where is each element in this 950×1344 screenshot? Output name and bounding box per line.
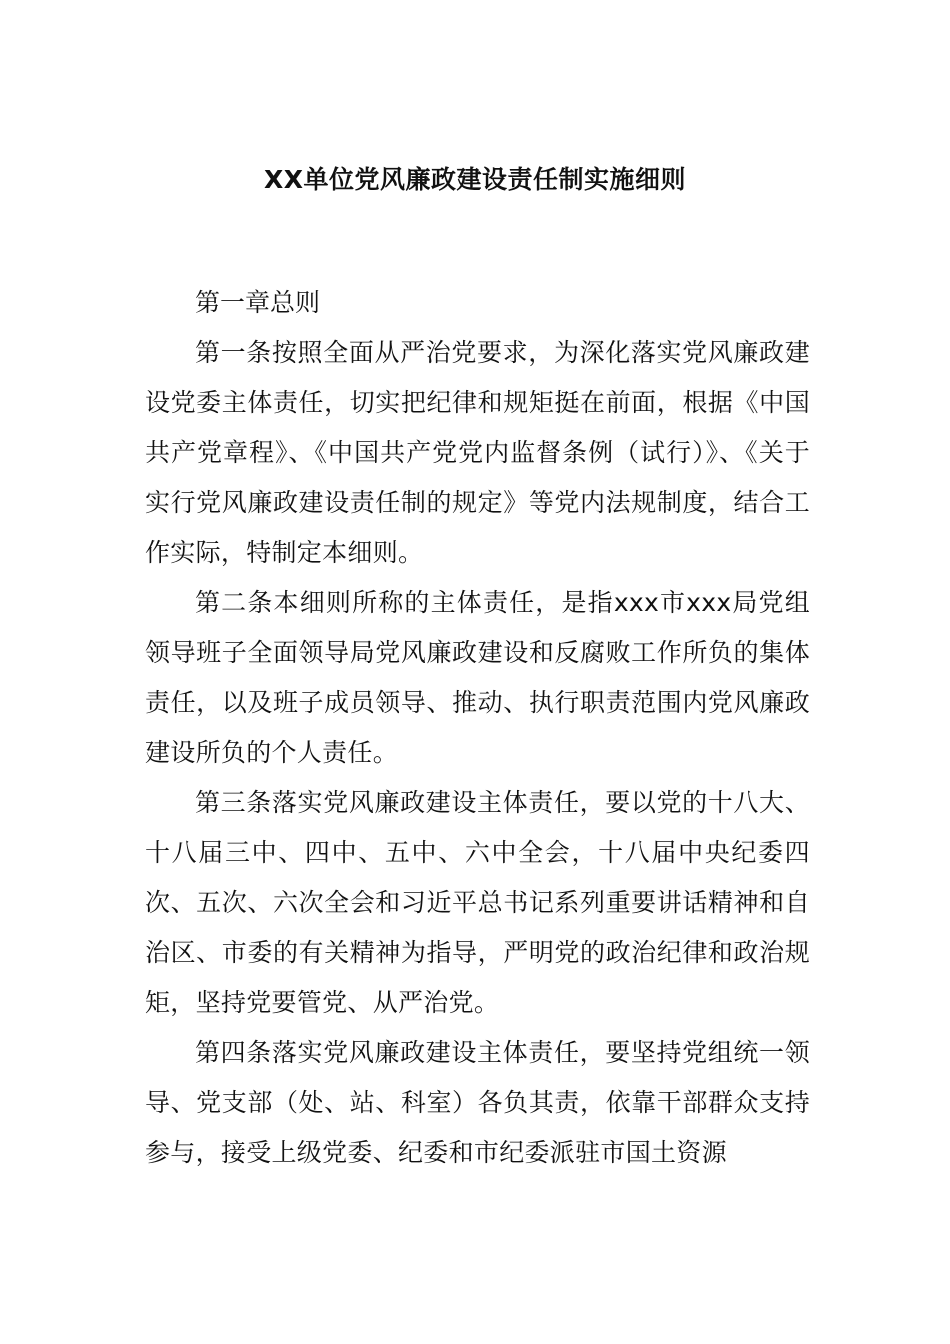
- article-4-paragraph: 第四条落实党风廉政建设主体责任，要坚持党组统一领导、党支部（处、站、科室）各负其责，依靠干部群众支持参与，接受上级党委、纪委和市纪委派驻市国土资源: [145, 1038, 810, 1167]
- document-body: [145, 278, 810, 1178]
- document-title: XX单位党风廉政建设责任制实施细则: [263, 165, 687, 194]
- article-2-paragraph: 第二条本细则所称的主体责任，是指xxx市xxx局党组领导班子全面领导局党风廉政建设和反腐败工作所负的集体责任，以及班子成员领导、推动、执行职责范围内党风廉政建设所负的个人责任。: [145, 588, 810, 767]
- chapter-heading: 第一章总则: [195, 288, 321, 317]
- article-1-paragraph: 第一条按照全面从严治党要求，为深化落实党风廉政建设党委主体责任，切实把纪律和规矩挺在前面，根据《中国共产党章程》、《中国共产党党内监督条例（试行）》、《关于实行党风廉政建设责任制的规定》等党内法规制度，结合工作实际，特制定本细则。: [145, 338, 810, 567]
- article-3-paragraph: 第三条落实党风廉政建设主体责任，要以党的十八大、十八届三中、四中、五中、六中全会，十八届中央纪委四次、五次、六次全会和习近平总书记系列重要讲话精神和自治区、市委的有关精神为指导，严明党的政治纪律和政治规矩，坚持党要管党、从严治党。: [145, 788, 810, 1017]
